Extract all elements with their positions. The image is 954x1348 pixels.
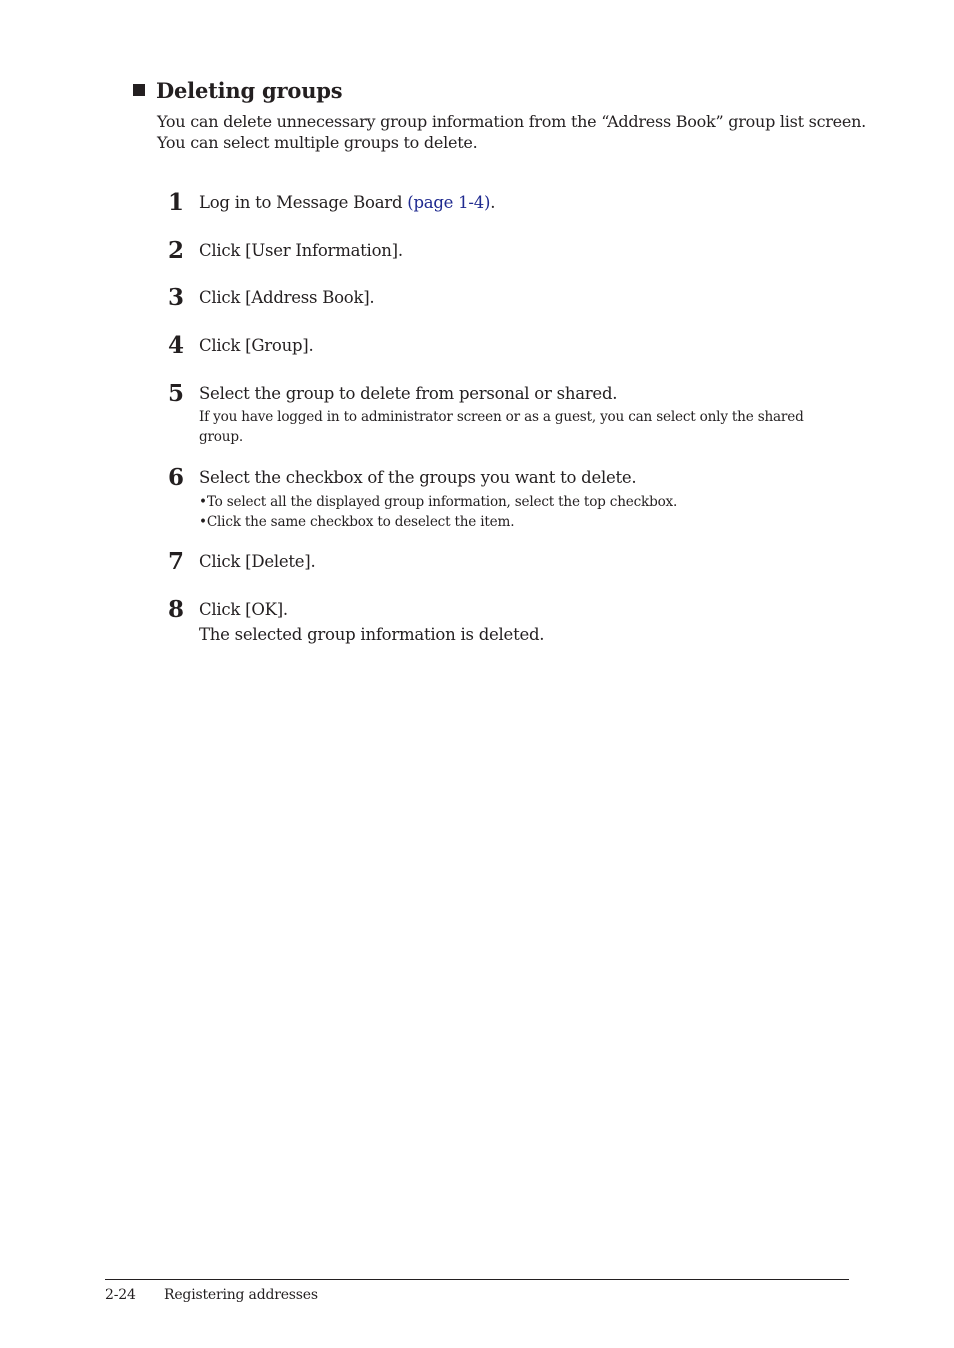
step-number: 7: [168, 548, 185, 575]
step-number: 5: [168, 380, 185, 407]
square-bullet-icon: [133, 84, 145, 96]
step-number: 3: [168, 284, 185, 311]
bullet-item: •Click the same checkbox to deselect the item.: [199, 513, 515, 530]
step-text: Click [Group].: [199, 336, 314, 355]
step-text-main: Log in to Message Board: [199, 193, 408, 212]
step-text: Click [User Information].: [199, 241, 403, 260]
bullet-item: •To select all the displayed group information, select the top checkbox.: [199, 494, 678, 510]
intro-line: You can delete unnecessary group information from the “Address Book” group list screen.: [157, 112, 867, 131]
section-intro: [157, 111, 867, 153]
step-result: The selected group information is deleted.: [199, 625, 545, 644]
intro-line: You can select multiple groups to delete.: [157, 133, 478, 152]
footer-chapter-title: Registering addresses: [164, 1287, 318, 1303]
step-number: 2: [168, 237, 185, 264]
footer-divider: [105, 1279, 849, 1280]
step-text: Click [OK].: [199, 600, 288, 619]
step-text: Click [Delete].: [199, 552, 316, 571]
section-heading: [133, 76, 342, 104]
step-note: If you have logged in to administrator screen or as a guest, you can select only the shared group.: [199, 409, 804, 445]
step-number: 8: [168, 596, 185, 623]
step-text: Select the group to delete from personal or shared.: [199, 384, 618, 403]
step-number: 6: [168, 464, 185, 491]
step-text: [199, 192, 495, 214]
step-text: Select the checkbox of the groups you want to delete.: [199, 468, 637, 487]
step-number: 4: [168, 332, 185, 359]
section-title: Deleting groups: [156, 77, 343, 103]
step-text: Click [Address Book].: [199, 288, 375, 307]
footer-page-number: 2-24: [105, 1287, 136, 1303]
step-text-end: .: [490, 193, 496, 212]
page-link[interactable]: (page 1-4): [407, 193, 491, 212]
step-number: 1: [168, 189, 185, 216]
step-bullets: [199, 493, 829, 532]
